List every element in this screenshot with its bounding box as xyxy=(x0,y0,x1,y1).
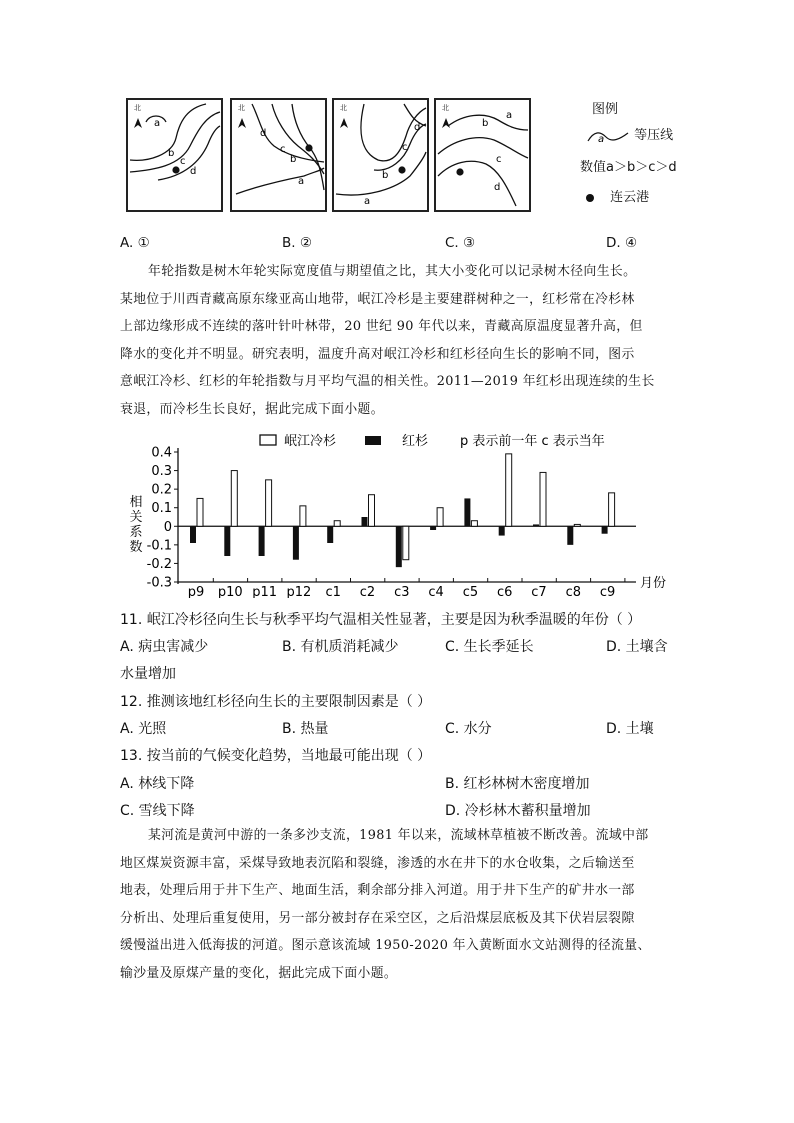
passage-1-line: 意岷江冷杉、红杉的年轮指数与月平均气温的相关性。2011—2019 年红杉出现连续的生长 xyxy=(120,374,655,389)
y-tick-label: -0.2 xyxy=(146,556,172,572)
bar-hongshan-p11 xyxy=(259,526,265,556)
y-tick-label: 0 xyxy=(163,519,172,535)
bar-hongshan-c6 xyxy=(499,526,505,535)
isobar-map-4 xyxy=(434,98,531,212)
isobar-label-c: c xyxy=(402,142,408,153)
passage-1-line: 衰退，而冷杉生长良好，据此完成下面小题。 xyxy=(120,401,384,417)
bar-minjiang-c8 xyxy=(574,524,580,526)
north-arrow-icon xyxy=(238,103,246,128)
bar-hongshan-p9 xyxy=(190,526,196,543)
q11-option-a[interactable]: A. 病虫害减少 xyxy=(120,639,209,655)
passage-1-line: 上部边缘形成不连续的落叶针叶林带，20 世纪 90 年代以来，青藏高原温度显著升高，但 xyxy=(120,319,643,334)
prev-option-d[interactable]: D. ④ xyxy=(606,235,638,251)
bar-minjiang-p12 xyxy=(300,506,306,526)
bar-minjiang-p11 xyxy=(266,480,272,526)
legend-isobar-glyph: a xyxy=(598,133,605,143)
lianyungang-dot xyxy=(398,166,405,173)
passage-2-line: 输沙量及原煤产量的变化，据此完成下面小题。 xyxy=(120,965,398,981)
isobar-label-d: d xyxy=(494,182,501,193)
x-tick-label-c5: c5 xyxy=(462,585,479,598)
question-13-stem: 13. 按当前的气候变化趋势，当地最可能出现（ ） xyxy=(120,748,432,764)
isobar-label-c: c xyxy=(280,144,286,155)
north-arrow-icon xyxy=(340,103,348,128)
isobar-label-c: c xyxy=(180,156,186,167)
legend-label-hongshan: 红杉 xyxy=(402,434,429,449)
isobar-label-b: b xyxy=(168,148,175,159)
x-tick-label-c7: c7 xyxy=(531,585,547,598)
x-tick-label-p10: p10 xyxy=(217,585,243,598)
q12-option-b[interactable]: B. 热量 xyxy=(282,721,329,737)
bar-minjiang-c5 xyxy=(471,521,477,527)
isobar-label-d: d xyxy=(190,166,197,177)
bar-minjiang-c4 xyxy=(437,508,443,527)
passage-2-line: 某河流是黄河中游的一条多沙支流，1981 年以来，流域林草植被不断改善。流域中部 xyxy=(148,828,649,843)
isobar-map-1-svg xyxy=(128,100,221,210)
passage-2-line: 缓慢溢出进入低海拔的河道。图示意该流域 1950-2020 年入黄断面水文站测得的径流量、 xyxy=(120,938,651,953)
legend-isobar-row xyxy=(586,124,673,143)
isobar-label-a: a xyxy=(506,110,513,121)
x-tick-label-c8: c8 xyxy=(565,585,582,598)
q12-option-a[interactable]: A. 光照 xyxy=(120,721,167,737)
lianyungang-dot xyxy=(456,168,463,175)
isobar-maps-figure xyxy=(120,98,540,216)
legend-label-minjiang: 岷江冷杉 xyxy=(284,434,337,449)
bar-minjiang-c6 xyxy=(506,454,512,526)
x-tick-label-p11: p11 xyxy=(252,585,277,598)
isobar-legend-icon xyxy=(586,129,630,143)
x-axis-label: 月份 xyxy=(640,576,667,591)
isobar-label-b: b xyxy=(382,170,389,181)
bar-minjiang-p9 xyxy=(197,498,203,526)
passage-2-line: 分析出、处理后重复使用，另一部分被封存在采空区，之后沿煤层底板及其下伏岩层裂隙 xyxy=(120,910,635,926)
y-tick-label: 0.4 xyxy=(151,445,172,461)
passage-1 xyxy=(120,258,680,423)
isobar-map-4-svg xyxy=(436,100,529,210)
isobar-label-d: d xyxy=(414,122,421,133)
passage-2-line: 地表，处理后用于井下生产、地面生活，剩余部分排入河道。用于井下生产的矿井水一部 xyxy=(120,883,635,898)
passage-2 xyxy=(120,822,680,987)
q13-option-b[interactable]: B. 红杉林树木密度增加 xyxy=(445,776,590,792)
bar-minjiang-p10 xyxy=(231,471,237,527)
question-12-stem: 12. 推测该地红杉径向生长的主要限制因素是（ ） xyxy=(120,694,432,710)
bar-minjiang-c2 xyxy=(369,495,375,527)
x-tick-label-p12: p12 xyxy=(286,585,312,598)
isobar-label-a: a xyxy=(298,176,305,187)
x-tick-label-c1: c1 xyxy=(325,585,341,598)
north-label: 北 xyxy=(442,104,449,112)
bar-hongshan-c7 xyxy=(533,524,539,526)
x-tick-label-c4: c4 xyxy=(428,585,444,598)
bar-minjiang-c9 xyxy=(609,493,615,526)
y-axis-label: 相关系数 xyxy=(129,495,143,555)
prev-option-c[interactable]: C. ③ xyxy=(445,235,476,251)
q11-option-c[interactable]: C. 生长季延长 xyxy=(445,639,534,655)
bar-hongshan-c2 xyxy=(362,517,368,526)
chart-svg xyxy=(120,428,680,598)
isobar-label-c: c xyxy=(496,154,502,165)
legend-values: 数值a＞b＞c＞d xyxy=(580,160,677,175)
q11-option-b[interactable]: B. 有机质消耗减少 xyxy=(282,639,399,655)
bar-hongshan-p10 xyxy=(224,526,230,556)
bar-hongshan-c5 xyxy=(464,498,470,526)
x-tick-label-c2: c2 xyxy=(359,585,376,598)
city-dot-icon xyxy=(586,194,594,202)
isobar-label-b: b xyxy=(290,154,297,165)
q11-option-d[interactable]: D. 土壤含 xyxy=(606,639,668,655)
y-tick-label: -0.3 xyxy=(146,575,172,591)
y-tick-label: 0.1 xyxy=(151,501,172,517)
bar-hongshan-c9 xyxy=(602,526,608,533)
correlation-bar-chart xyxy=(120,428,680,598)
map-legend xyxy=(580,96,700,206)
bar-minjiang-c7 xyxy=(540,472,546,526)
lianyungang-dot xyxy=(305,144,312,151)
north-label: 北 xyxy=(238,104,245,112)
north-arrow-icon xyxy=(134,103,142,128)
bar-hongshan-p12 xyxy=(293,526,299,559)
isobar-label-b: b xyxy=(482,118,489,129)
x-tick-label-c3: c3 xyxy=(394,585,410,598)
question-11-stem: 11. 岷江冷杉径向生长与秋季平均气温相关性显著，主要是因为秋季温暖的年份（ ） xyxy=(120,612,642,628)
bar-hongshan-c3 xyxy=(396,526,402,567)
legend-swatch-minjiang xyxy=(260,435,276,445)
legend-city-row xyxy=(586,186,649,205)
y-tick-label: 0.3 xyxy=(151,464,172,480)
legend-swatch-hongshan xyxy=(365,436,381,445)
q13-option-c[interactable]: C. 雪线下降 xyxy=(120,803,195,819)
north-label: 北 xyxy=(340,104,347,112)
lianyungang-dot xyxy=(172,166,179,173)
legend-title: 图例 xyxy=(592,102,619,117)
prev-option-a[interactable]: A. ① xyxy=(120,235,150,251)
x-tick-label-c6: c6 xyxy=(496,585,513,598)
bar-hongshan-c1 xyxy=(327,526,333,543)
isobar-label-a: a xyxy=(154,118,161,129)
isobar-label-d: d xyxy=(260,128,267,139)
q13-option-d[interactable]: D. 冷杉林木蓄积量增加 xyxy=(445,803,591,819)
q13-option-a[interactable]: A. 林线下降 xyxy=(120,776,195,792)
bar-minjiang-c3 xyxy=(403,526,409,559)
passage-1-line: 降水的变化并不明显。研究表明，温度升高对岷江冷杉和红杉径向生长的影响不同，图示 xyxy=(120,346,635,362)
q11-option-d-continued[interactable]: 水量增加 xyxy=(120,666,176,682)
x-tick-label-p9: p9 xyxy=(187,585,205,598)
passage-1-line: 年轮指数是树木年轮实际宽度值与期望值之比，其大小变化可以记录树木径向生长。 xyxy=(148,264,637,279)
passage-1-line: 某地位于川西青藏高原东缘亚高山地带，岷江冷杉是主要建群树种之一，红杉常在冷杉林 xyxy=(120,291,635,307)
bar-hongshan-c4 xyxy=(430,526,436,530)
isobar-map-3 xyxy=(332,98,429,212)
legend-note: p 表示前一年 c 表示当年 xyxy=(460,434,605,449)
q12-option-c[interactable]: C. 水分 xyxy=(445,721,492,737)
isobar-map-2-svg xyxy=(232,100,325,210)
isobar-map-1 xyxy=(126,98,223,212)
isobar-map-2 xyxy=(230,98,327,212)
legend-isobar-label: 等压线 xyxy=(634,128,674,143)
bar-hongshan-c8 xyxy=(567,526,573,545)
y-tick-label: 0.2 xyxy=(151,482,172,498)
isobar-label-a: a xyxy=(364,196,371,207)
north-arrow-icon xyxy=(442,103,450,128)
legend-city-label: 连云港 xyxy=(610,190,650,205)
x-tick-label-c9: c9 xyxy=(599,585,616,598)
y-tick-label: -0.1 xyxy=(146,538,172,554)
north-label: 北 xyxy=(134,104,141,112)
prev-option-b[interactable]: B. ② xyxy=(282,235,312,251)
q12-option-d[interactable]: D. 土壤 xyxy=(606,721,654,737)
passage-2-line: 地区煤炭资源丰富，采煤导致地表沉陷和裂缝，渗透的水在井下的水仓收集，之后输送至 xyxy=(120,855,635,871)
isobar-map-3-svg xyxy=(334,100,427,210)
bar-minjiang-c1 xyxy=(334,521,340,527)
